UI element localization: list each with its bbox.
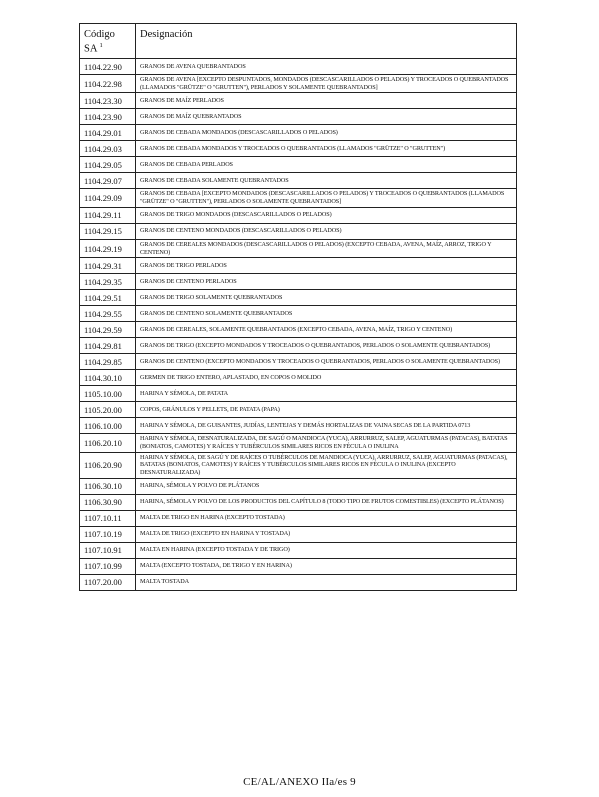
designation-cell: GRANOS DE CEBADA MONDADOS Y TROCEADOS O QUEBRANTADOS (LLAMADOS "GRÜTZE" O "GRUTTEN"): [136, 141, 517, 157]
tariff-code-cell: 1104.29.59: [80, 322, 136, 338]
table-row: [80, 290, 517, 306]
table-row: [80, 93, 517, 109]
designation-column-header: Designación: [136, 24, 517, 59]
designation-cell: GRANOS DE CEREALES, SOLAMENTE QUEBRANTADOS (EXCEPTO CEBADA, AVENA, MAÍZ, TRIGO Y CENTENO): [136, 322, 517, 338]
designation-cell: GRANOS DE CENTENO SOLAMENTE QUEBRANTADOS: [136, 306, 517, 322]
table-row: [80, 207, 517, 223]
tariff-code-cell: 1104.29.07: [80, 173, 136, 189]
tariff-code-cell: 1104.29.03: [80, 141, 136, 157]
table-row: [80, 109, 517, 125]
designation-cell: GRANOS DE MAÍZ QUEBRANTADOS: [136, 109, 517, 125]
tariff-code-cell: 1105.10.00: [80, 386, 136, 402]
table-row: [80, 75, 517, 93]
tariff-code-cell: 1106.30.90: [80, 494, 136, 510]
designation-cell: GRANOS DE TRIGO MONDADOS (DESCASCARILLADOS O PELADOS): [136, 207, 517, 223]
designation-cell: HARINA Y SÉMOLA, DESNATURALIZADA, DE SAGÚ O MANDIOCA (YUCA), ARRURRUZ, SALEP, AGUATURMAS (PATACAS), BATATAS (BONIATOS, CAMOTES) Y RAÍCES Y TUBÉRCULOS SIMILARES RICOS EN FÉCULA O INULINA: [136, 434, 517, 452]
table-row: [80, 542, 517, 558]
footnote-marker: 1: [99, 42, 103, 49]
designation-cell: GRANOS DE CEREALES MONDADOS (DESCASCARILLADOS O PELADOS) (EXCEPTO CEBADA, AVENA, MAÍZ, ARROZ, TRIGO Y CENTENO): [136, 239, 517, 257]
designation-cell: GRANOS DE CEBADA PERLADOS: [136, 157, 517, 173]
designation-cell: GRANOS DE CEBADA MONDADOS (DESCASCARILLADOS O PELADOS): [136, 125, 517, 141]
table-row: [80, 558, 517, 574]
table-row: [80, 354, 517, 370]
designation-cell: GERMEN DE TRIGO ENTERO, APLASTADO, EN COPOS O MOLIDO: [136, 370, 517, 386]
designation-cell: HARINA Y SÉMOLA, DE PATATA: [136, 386, 517, 402]
designation-cell: MALTA DE TRIGO (EXCEPTO EN HARINA Y TOSTADA): [136, 526, 517, 542]
designation-cell: GRANOS DE TRIGO (EXCEPTO MONDADOS Y TROCEADOS O QUEBRANTADOS, PERLADOS O SOLAMENTE QUEBRANTADOS): [136, 338, 517, 354]
tariff-code-table: [79, 23, 517, 591]
table-row: [80, 510, 517, 526]
table-row: [80, 223, 517, 239]
tariff-code-cell: 1104.29.01: [80, 125, 136, 141]
table-row: [80, 494, 517, 510]
tariff-code-cell: 1105.20.00: [80, 402, 136, 418]
table-row: [80, 189, 517, 207]
designation-cell: MALTA DE TRIGO EN HARINA (EXCEPTO TOSTADA): [136, 510, 517, 526]
tariff-code-cell: 1104.29.51: [80, 290, 136, 306]
designation-cell: GRANOS DE CENTENO PERLADOS: [136, 274, 517, 290]
designation-cell: COPOS, GRÁNULOS Y PELLETS, DE PATATA (PAPA): [136, 402, 517, 418]
designation-cell: HARINA Y SÉMOLA, DE GUISANTES, JUDÍAS, LENTEJAS Y DEMÁS HORTALIZAS DE VAINA SECAS DE LA PARTIDA 0713: [136, 418, 517, 434]
table-row: [80, 452, 517, 478]
designation-cell: GRANOS DE AVENA QUEBRANTADOS: [136, 59, 517, 75]
tariff-code-cell: 1104.29.19: [80, 239, 136, 257]
table-row: [80, 258, 517, 274]
designation-cell: GRANOS DE MAÍZ PERLADOS: [136, 93, 517, 109]
table-row: [80, 370, 517, 386]
designation-cell: GRANOS DE CENTENO (EXCEPTO MONDADOS Y TROCEADOS O QUEBRANTADOS, PERLADOS O SOLAMENTE QUEBRANTADOS): [136, 354, 517, 370]
table-row: [80, 526, 517, 542]
tariff-code-cell: 1107.20.00: [80, 574, 136, 590]
tariff-code-cell: 1106.30.10: [80, 478, 136, 494]
designation-cell: GRANOS DE CENTENO MONDADOS (DESCASCARILLADOS O PELADOS): [136, 223, 517, 239]
table-row: [80, 274, 517, 290]
designation-cell: MALTA EN HARINA (EXCEPTO TOSTADA Y DE TRIGO): [136, 542, 517, 558]
designation-cell: MALTA TOSTADA: [136, 574, 517, 590]
tariff-code-cell: 1104.29.55: [80, 306, 136, 322]
table-row: [80, 173, 517, 189]
tariff-code-cell: 1104.23.90: [80, 109, 136, 125]
tariff-code-cell: 1104.29.05: [80, 157, 136, 173]
table-row: [80, 402, 517, 418]
table-row: [80, 59, 517, 75]
designation-cell: GRANOS DE AVENA [EXCEPTO DESPUNTADOS, MONDADOS (DESCASCARILLADOS O PELADOS) Y TROCEADOS O QUEBRANTADOS (LLAMADOS "GRÜTZE" O "GRUTTEN"), PERLADOS Y SOLAMENTE QUEBRANTADOS]: [136, 75, 517, 93]
code-header-label: Código: [84, 29, 115, 40]
page-footer: CE/AL/ANEXO IIa/es 9: [243, 776, 356, 788]
table-row: [80, 418, 517, 434]
designation-cell: GRANOS DE CEBADA SOLAMENTE QUEBRANTADOS: [136, 173, 517, 189]
table-row: [80, 306, 517, 322]
tariff-code-cell: 1106.20.10: [80, 434, 136, 452]
table-row: [80, 478, 517, 494]
table-row: [80, 322, 517, 338]
tariff-code-cell: 1106.10.00: [80, 418, 136, 434]
designation-cell: MALTA (EXCEPTO TOSTADA, DE TRIGO Y EN HARINA): [136, 558, 517, 574]
designation-cell: GRANOS DE TRIGO SOLAMENTE QUEBRANTADOS: [136, 290, 517, 306]
table-row: [80, 386, 517, 402]
table-row: [80, 141, 517, 157]
tariff-code-cell: 1104.29.35: [80, 274, 136, 290]
tariff-code-cell: 1107.10.19: [80, 526, 136, 542]
designation-cell: HARINA, SÉMOLA Y POLVO DE LOS PRODUCTOS DEL CAPÍTULO 8 (TODO TIPO DE FRUTOS COMESTIBLES) (EXCEPTO PLÁTANOS): [136, 494, 517, 510]
tariff-code-cell: 1106.20.90: [80, 452, 136, 478]
tariff-code-cell: 1104.30.10: [80, 370, 136, 386]
designation-cell: HARINA, SÉMOLA Y POLVO DE PLÁTANOS: [136, 478, 517, 494]
table-row: [80, 239, 517, 257]
designation-cell: GRANOS DE CEBADA [EXCEPTO MONDADOS (DESCASCARILLADOS O PELADOS) Y TROCEADOS O QUEBRANTADOS (LLAMADOS "GRÜTZE" O "GRUTTEN"), PERLADOS O SOLAMENTE QUEBRANTADOS]: [136, 189, 517, 207]
tariff-code-cell: 1107.10.11: [80, 510, 136, 526]
designation-cell: HARINA Y SÉMOLA, DE SAGÚ Y DE RAÍCES O TUBÉRCULOS DE MANDIOCA (YUCA), ARRURRUZ, SALEP, AGUATURMAS (PATACAS), BATATAS (BONIATOS, CAMOTES) Y RAÍCES Y TUBÉRCULOS SIMILARES RICOS EN FÉCULA O INULINA (EXCEPTO DESNATURALIZADA): [136, 452, 517, 478]
table-row: [80, 157, 517, 173]
tariff-code-cell: 1104.22.90: [80, 59, 136, 75]
table-row: [80, 338, 517, 354]
tariff-code-cell: 1104.29.81: [80, 338, 136, 354]
tariff-code-cell: 1104.29.85: [80, 354, 136, 370]
tariff-code-cell: 1107.10.99: [80, 558, 136, 574]
table-row: [80, 574, 517, 590]
tariff-code-cell: 1104.23.30: [80, 93, 136, 109]
code-column-header: [80, 24, 136, 59]
tariff-code-cell: 1104.29.11: [80, 207, 136, 223]
table-row: [80, 125, 517, 141]
tariff-code-cell: 1104.29.15: [80, 223, 136, 239]
code-header-line2: SA: [84, 43, 97, 55]
tariff-code-cell: 1104.22.98: [80, 75, 136, 93]
tariff-code-cell: 1104.29.31: [80, 258, 136, 274]
table-row: [80, 434, 517, 452]
tariff-code-cell: 1107.10.91: [80, 542, 136, 558]
tariff-code-cell: 1104.29.09: [80, 189, 136, 207]
designation-cell: GRANOS DE TRIGO PERLADOS: [136, 258, 517, 274]
table-header-row: [80, 24, 517, 59]
